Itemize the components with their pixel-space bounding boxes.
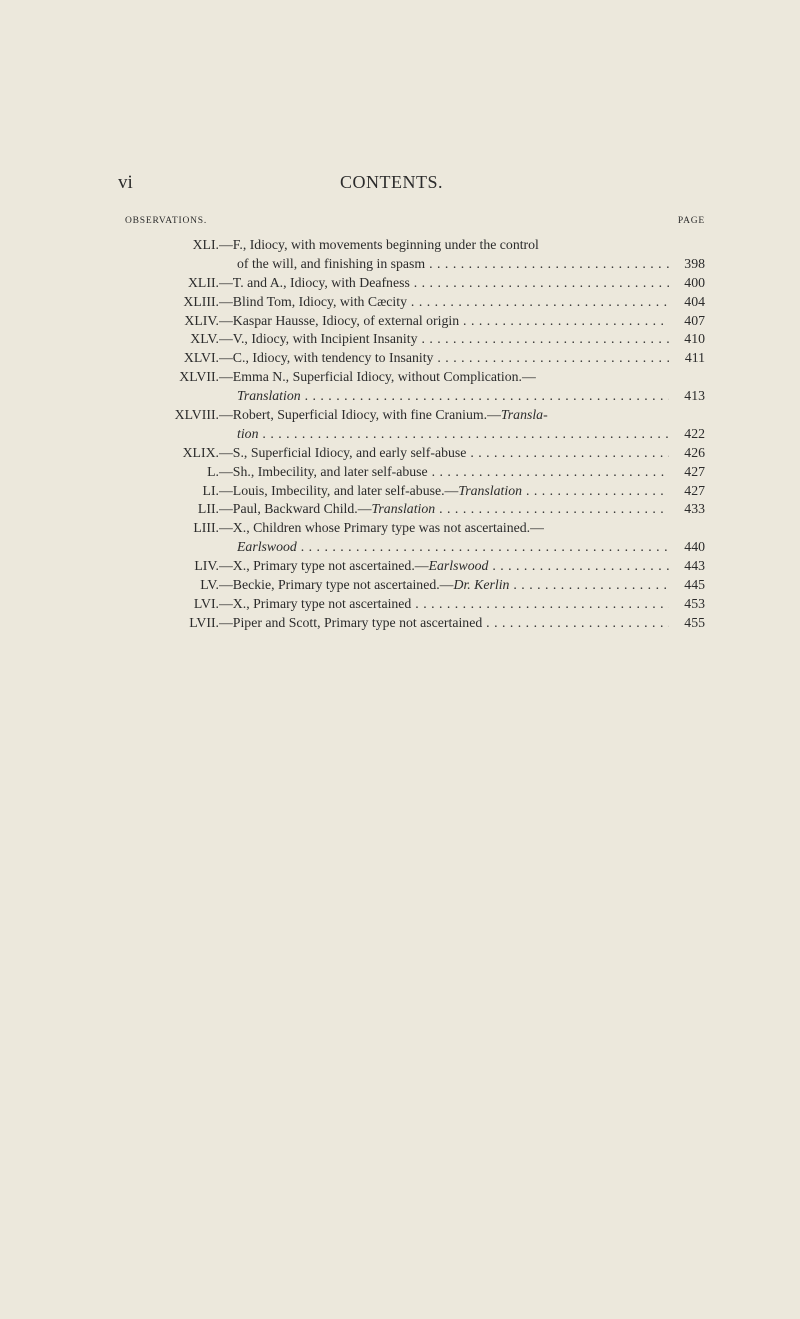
contents-entry-line: [125, 538, 705, 557]
entry-title-italic: Transla-: [500, 407, 548, 423]
contents-entry-line: [125, 576, 705, 595]
entry-number: LIV.: [194, 558, 219, 574]
entry-title-text: —Emma N., Superficial Idiocy, without Complication.—: [219, 369, 536, 385]
entry-title-text: —V., Idiocy, with Incipient Insanity: [219, 331, 418, 347]
entry-text: [219, 500, 669, 519]
contents-entry-line: [125, 255, 705, 274]
entry-title: [237, 426, 669, 441]
entry-title-text: —Piper and Scott, Primary type not ascertained: [219, 614, 483, 630]
entry-title-text: —T. and A., Idiocy, with Deafness: [219, 274, 410, 290]
contents-entry-line: [125, 274, 705, 293]
entry-page-number: 410: [671, 330, 705, 349]
entry-number: LVI.: [193, 595, 219, 611]
entry-title: [219, 501, 669, 516]
entry-title-text: —S., Superficial Idiocy, and early self-abuse: [219, 444, 467, 460]
entry-number: LII.: [197, 501, 219, 517]
entry-title-italic: Translation: [458, 482, 522, 498]
entry-page-number: 443: [671, 557, 705, 576]
observations-heading: OBSERVATIONS.: [125, 216, 208, 226]
entry-text: [219, 406, 669, 425]
contents-list: [125, 236, 705, 633]
entry-number: XLIV.: [184, 312, 219, 328]
entry-title: [219, 445, 669, 460]
contents-entry-line: [125, 482, 705, 501]
contents-entry-line: [125, 463, 705, 482]
entry-number: LI.: [202, 482, 219, 498]
entry-title-italic: Earlswood: [237, 539, 297, 555]
entry-text: [219, 293, 669, 312]
contents-entry-line: [125, 557, 705, 576]
entry-text: [219, 576, 669, 595]
entry-title: [219, 331, 669, 346]
contents-entry-line: [125, 444, 705, 463]
contents-entry-line: [125, 425, 705, 444]
entry-number: LV.: [200, 577, 219, 593]
entry-page-number: 404: [671, 293, 705, 312]
contents-entry-line: [125, 236, 705, 255]
page-heading: PAGE: [677, 216, 705, 226]
entry-text: [219, 482, 669, 501]
entry-title: [219, 577, 669, 592]
entry-text: [219, 368, 669, 387]
entry-number: XLVII.: [179, 369, 219, 385]
entry-title: [219, 275, 669, 290]
entry-page-number: 398: [671, 255, 705, 274]
entry-title: [219, 294, 669, 309]
entry-page-number: 453: [671, 595, 705, 614]
entry-title: [219, 350, 669, 365]
contents-entry-line: [125, 595, 705, 614]
entry-page-number: 411: [671, 349, 705, 368]
entry-title: [237, 256, 669, 271]
contents-entry-line: [125, 312, 705, 331]
entry-title-text: —X., Primary type not ascertained.—: [219, 558, 429, 574]
entry-title-text: —Louis, Imbecility, and later self-abuse.—: [219, 482, 459, 498]
entry-number: XLII.: [187, 274, 219, 290]
entry-text: [219, 614, 669, 633]
entry-title: [219, 313, 669, 328]
column-headings: [125, 216, 705, 230]
entry-page-number: 413: [671, 387, 705, 406]
entry-title-text: of the will, and finishing in spasm: [237, 255, 426, 271]
entry-title: [237, 388, 669, 403]
entry-text: [219, 312, 669, 331]
contents-entry-line: [125, 406, 705, 425]
entry-page-number: 440: [671, 538, 705, 557]
entry-title-text: —Beckie, Primary type not ascertained.—: [219, 577, 454, 593]
contents-entry-line: [125, 368, 705, 387]
entry-page-number: 400: [671, 274, 705, 293]
entry-page-number: 427: [671, 463, 705, 482]
running-title: CONTENTS.: [340, 172, 443, 192]
entry-title: [219, 369, 536, 384]
entry-text: [219, 595, 669, 614]
entry-text: [219, 236, 669, 255]
entry-title: [219, 596, 669, 611]
entry-page-number: 407: [671, 312, 705, 331]
entry-title: [237, 539, 669, 554]
entry-title-text: —X., Primary type not ascertained: [219, 595, 412, 611]
contents-entry-line: [125, 349, 705, 368]
entry-number: XLI.: [192, 237, 219, 252]
entry-title-text: —Kaspar Hausse, Idiocy, of external origin: [219, 312, 460, 328]
entry-title-italic: Earlswood: [428, 558, 489, 574]
entry-number: LIII.: [193, 520, 219, 536]
entry-page-number: 455: [671, 614, 705, 633]
entry-title-text: —C., Idiocy, with tendency to Insanity: [219, 350, 434, 366]
contents-entry-line: [125, 387, 705, 406]
entry-title-italic: tion: [237, 425, 259, 441]
entry-title: [219, 407, 548, 422]
entry-number: XLVIII.: [174, 407, 219, 423]
contents-entry-line: [125, 519, 705, 538]
entry-number: XLIX.: [182, 444, 219, 460]
entry-title-text: —X., Children whose Primary type was not ascertained.—: [219, 520, 544, 536]
entry-title: [219, 520, 544, 535]
entry-number: LVII.: [189, 614, 219, 630]
entry-text: [219, 463, 669, 482]
entry-text: [237, 387, 669, 406]
entry-text: [237, 255, 669, 274]
entry-text: [219, 274, 669, 293]
page-number: vi: [118, 172, 133, 193]
entry-number: L.: [207, 463, 219, 479]
entry-text: [219, 330, 669, 349]
entry-text: [219, 519, 669, 538]
entry-title: [219, 615, 669, 630]
entry-page-number: 422: [671, 425, 705, 444]
entry-title: [219, 558, 669, 573]
entry-title-text: —Paul, Backward Child.—: [219, 501, 372, 517]
contents-entry-line: [125, 293, 705, 312]
entry-text: [219, 444, 669, 463]
contents-entry-line: [125, 614, 705, 633]
entry-title: [219, 237, 539, 252]
entry-title-italic: Translation: [371, 501, 436, 517]
entry-page-number: 427: [671, 482, 705, 501]
entry-title-text: —Sh., Imbecility, and later self-abuse: [219, 463, 428, 479]
contents-entry-line: [125, 330, 705, 349]
entry-title-italic: Dr. Kerlin: [453, 577, 510, 593]
entry-title-text: —Blind Tom, Idiocy, with Cæcity: [219, 293, 407, 309]
entry-title: [219, 483, 669, 498]
entry-text: [219, 349, 669, 368]
contents-entry-line: [125, 500, 705, 519]
entry-title-text: —F., Idiocy, with movements beginning under the control: [219, 237, 539, 252]
entry-title: [219, 464, 669, 479]
entry-page-number: 433: [671, 500, 705, 519]
page-header: [118, 172, 708, 196]
entry-title-italic: Translation: [237, 388, 301, 404]
entry-text: [237, 425, 669, 444]
entry-text: [237, 538, 669, 557]
entry-title-text: —Robert, Superficial Idiocy, with fine Cranium.—: [219, 407, 501, 423]
entry-number: XLVI.: [183, 350, 219, 366]
entry-page-number: 426: [671, 444, 705, 463]
entry-number: XLIII.: [183, 293, 219, 309]
entry-text: [219, 557, 669, 576]
entry-number: XLV.: [190, 331, 219, 347]
entry-page-number: 445: [671, 576, 705, 595]
